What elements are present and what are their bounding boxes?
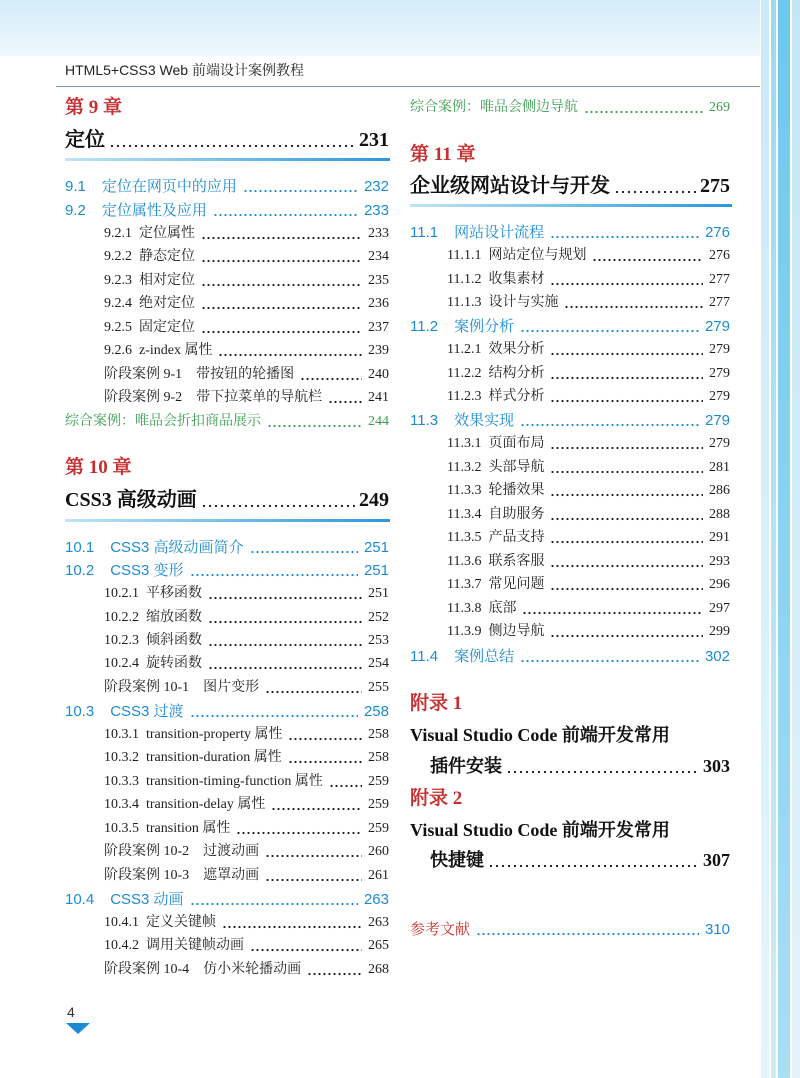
page-number: 258	[368, 727, 389, 742]
dot-leader	[190, 889, 358, 911]
page-number: 275	[700, 175, 730, 197]
references-title: 参考文献	[410, 921, 471, 938]
case-number: 阶段案例 10-3	[104, 868, 190, 883]
side-stripe-decoration	[792, 0, 800, 1078]
chapter-label-text: 第 10 章	[65, 457, 132, 478]
section-title: 定位属性及应用	[101, 202, 207, 219]
subsection-number: 11.2.3	[447, 389, 482, 404]
subsection-number: 10.4.1	[104, 915, 139, 930]
page-number: 239	[368, 343, 389, 358]
toc-section-entry	[65, 560, 389, 582]
toc-case-entry	[65, 677, 389, 699]
page-number: 279	[709, 436, 730, 451]
subsection-number: 11.3.1	[447, 436, 482, 451]
page-number: 297	[709, 601, 730, 616]
page-number: 244	[368, 414, 389, 429]
case-number: 阶段案例 10-1	[104, 680, 190, 695]
section-title: 案例分析	[454, 318, 515, 335]
page-number: 307	[703, 850, 730, 870]
subsection-title: 定位属性	[139, 226, 195, 241]
page-number: 299	[709, 624, 730, 639]
toc-references-entry	[410, 919, 730, 941]
page-number: 240	[368, 367, 389, 382]
case-number: 阶段案例 9-2	[104, 390, 183, 405]
page-number: 252	[368, 610, 389, 625]
toc-subsection-entry	[410, 292, 730, 314]
page-number: 310	[704, 921, 730, 938]
dot-leader	[550, 527, 703, 549]
page-number: 255	[368, 680, 389, 695]
subsection-title: 页面布局	[488, 436, 545, 451]
subsection-title: 固定定位	[139, 320, 195, 335]
toc-subsection-entry	[65, 293, 389, 315]
page-number: 303	[703, 756, 730, 776]
case-number: 阶段案例 10-4	[104, 962, 190, 977]
subsection-number: 10.3.1	[104, 727, 139, 742]
toc-subsection-entry	[410, 269, 730, 291]
toc-subsection-entry	[410, 457, 730, 479]
chapter-title-entry	[65, 486, 389, 514]
down-triangle-icon	[66, 1023, 90, 1034]
subsection-number: 9.2.5	[104, 320, 132, 335]
toc-case-entry	[65, 841, 389, 863]
subsection-number: 10.2.4	[104, 656, 139, 671]
page-number: 288	[709, 507, 730, 522]
section-title: 定位在网页中的应用	[101, 178, 237, 195]
toc-subsection-entry	[65, 583, 389, 605]
dot-leader	[190, 560, 358, 582]
subsection-number: 11.3.4	[447, 507, 482, 522]
footer-page-number: 4	[67, 1004, 75, 1020]
subsection-title: 收集素材	[488, 272, 545, 287]
page-number: 279	[709, 389, 730, 404]
dot-leader	[522, 598, 703, 620]
chapter-title: 定位	[65, 129, 105, 151]
dot-leader	[267, 411, 362, 433]
section-number: 9.1	[65, 178, 86, 195]
subsection-title: 自助服务	[488, 507, 545, 522]
section-title: 效果实现	[454, 412, 515, 429]
toc-subsection-entry	[410, 245, 730, 267]
page-number: 291	[709, 530, 730, 545]
chapter-label	[410, 142, 730, 168]
dot-leader	[550, 457, 703, 479]
chapter-label	[65, 95, 389, 121]
toc-subsection-entry	[410, 621, 730, 643]
chapter-label-text: 第 11 章	[410, 144, 476, 165]
appendix-title-line	[410, 721, 730, 749]
appendix-title: Visual Studio Code 前端开发常用	[410, 820, 670, 840]
chapter-title: CSS3 高级动画	[65, 489, 197, 511]
page-number: 258	[368, 750, 389, 765]
subsection-title: 底部	[488, 601, 517, 616]
side-stripe-decoration	[778, 0, 790, 1078]
dot-leader	[265, 677, 362, 699]
dot-leader	[550, 222, 699, 244]
chapter-title-entry	[410, 172, 730, 200]
subsection-title: 效果分析	[488, 342, 545, 357]
subsection-title: 侧边导航	[488, 624, 545, 639]
section-number: 11.1	[410, 224, 439, 241]
page-number: 241	[368, 390, 389, 405]
page-number: 251	[363, 539, 389, 556]
appendix-title-continued: 插件安装	[430, 756, 502, 776]
case-number: 阶段案例 10-2	[104, 844, 190, 859]
section-number: 9.2	[65, 202, 86, 219]
dot-leader	[550, 574, 703, 596]
section-number: 11.4	[410, 648, 439, 665]
subsection-number: 10.2.2	[104, 610, 139, 625]
page-number: 277	[709, 295, 730, 310]
toc-subsection-entry	[65, 607, 389, 629]
section-title: CSS3 变形	[110, 562, 184, 579]
page-number: 233	[363, 202, 389, 219]
section-title: CSS3 动画	[110, 891, 184, 908]
section-number: 11.3	[410, 412, 439, 429]
toc-section-entry	[65, 537, 389, 559]
toc-section-entry	[410, 316, 730, 338]
toc-section-entry	[65, 176, 389, 198]
subsection-number: 11.1.3	[447, 295, 482, 310]
dot-leader	[550, 433, 703, 455]
dot-leader	[550, 269, 703, 291]
toc-subsection-entry	[410, 527, 730, 549]
section-title: CSS3 过渡	[110, 703, 184, 720]
toc-subsection-entry	[65, 246, 389, 268]
page-number: 237	[368, 320, 389, 335]
appendix-title-continued: 快捷键	[430, 850, 484, 870]
dot-leader	[201, 223, 362, 245]
dot-leader	[218, 340, 362, 362]
dot-leader	[550, 621, 703, 643]
subsection-title: 设计与实施	[488, 295, 559, 310]
page-number: 235	[368, 273, 389, 288]
subsection-number: 11.1.2	[447, 272, 482, 287]
toc-section-entry	[65, 889, 389, 911]
page-number: 259	[368, 821, 389, 836]
page-number: 281	[709, 460, 730, 475]
toc-subsection-entry	[65, 747, 389, 769]
page-number: 296	[709, 577, 730, 592]
dot-leader	[476, 919, 699, 941]
toc-subsection-entry	[65, 912, 389, 934]
subsection-number: 10.3.3	[104, 774, 139, 789]
subsection-number: 11.2.2	[447, 366, 482, 381]
page-number: 249	[359, 489, 389, 511]
toc-subsection-entry	[65, 340, 389, 362]
chapter-label	[65, 455, 389, 481]
dot-leader	[584, 97, 703, 119]
toc-subsection-entry	[65, 935, 389, 957]
section-number: 10.4	[65, 891, 95, 908]
dot-leader	[550, 386, 703, 408]
page-number: 261	[368, 868, 389, 883]
subsection-title: 相对定位	[139, 273, 195, 288]
chapter-title-entry	[65, 126, 389, 154]
page-number: 279	[704, 412, 730, 429]
section-number: 10.1	[65, 539, 95, 556]
dot-leader	[329, 771, 362, 793]
dot-leader	[506, 752, 699, 780]
dot-leader	[265, 865, 362, 887]
case-number: 阶段案例 9-1	[104, 367, 183, 382]
dot-leader	[520, 410, 699, 432]
dot-leader	[550, 551, 703, 573]
dot-leader	[109, 126, 355, 154]
subsection-number: 11.3.7	[447, 577, 482, 592]
toc-subsection-entry	[65, 653, 389, 675]
toc-subsection-entry	[65, 818, 389, 840]
dot-leader	[250, 935, 362, 957]
page-number: 269	[709, 100, 730, 115]
toc-subsection-entry	[65, 270, 389, 292]
dot-leader	[550, 480, 703, 502]
page-number: 253	[368, 633, 389, 648]
toc-subsection-entry	[410, 574, 730, 596]
subsection-number: 11.3.8	[447, 601, 482, 616]
subsection-number: 11.3.3	[447, 483, 482, 498]
subsection-number: 10.4.2	[104, 938, 139, 953]
dot-leader	[208, 583, 362, 605]
toc-subsection-entry	[410, 386, 730, 408]
subsection-number: 10.2.3	[104, 633, 139, 648]
page-number: 254	[368, 656, 389, 671]
subsection-number: 10.3.5	[104, 821, 139, 836]
dot-leader	[201, 293, 362, 315]
toc-case-entry	[65, 387, 389, 409]
comprehensive-case-title: 综合案例：唯品会折扣商品展示	[65, 414, 261, 429]
appendix-title-line	[410, 816, 730, 844]
appendix-label	[410, 786, 730, 812]
dot-leader	[222, 912, 362, 934]
dot-leader	[488, 846, 699, 874]
page-number: 234	[368, 249, 389, 264]
toc-subsection-entry	[410, 433, 730, 455]
page-number: 302	[704, 648, 730, 665]
side-stripe-decoration	[771, 0, 776, 1078]
section-number: 10.3	[65, 703, 95, 720]
subsection-number: 11.3.9	[447, 624, 482, 639]
toc-subsection-entry	[65, 771, 389, 793]
toc-subsection-entry	[65, 794, 389, 816]
subsection-title: 网站定位与规划	[488, 248, 587, 263]
case-title: 带下拉菜单的导航栏	[196, 390, 323, 405]
dot-leader	[201, 317, 362, 339]
page-number: 236	[368, 296, 389, 311]
subsection-title: 轮播效果	[488, 483, 545, 498]
chapter-underline	[65, 158, 390, 161]
page-number: 268	[368, 962, 389, 977]
toc-subsection-entry	[65, 724, 389, 746]
page-number: 259	[368, 774, 389, 789]
toc-subsection-entry	[410, 339, 730, 361]
toc-section-entry	[410, 222, 730, 244]
appendix-title-entry	[410, 752, 730, 780]
toc-case-entry	[65, 364, 389, 386]
subsection-title: transition 属性	[146, 821, 231, 836]
toc-subsection-entry	[65, 223, 389, 245]
chapter-label-text: 第 9 章	[65, 97, 123, 118]
subsection-number: 9.2.3	[104, 273, 132, 288]
dot-leader	[190, 701, 358, 723]
subsection-number: 9.2.1	[104, 226, 132, 241]
dot-leader	[288, 747, 362, 769]
dot-leader	[520, 316, 699, 338]
subsection-number: 11.2.1	[447, 342, 482, 357]
toc-subsection-entry	[65, 317, 389, 339]
section-number: 10.2	[65, 562, 95, 579]
book-title: HTML5+CSS3 Web 前端设计案例教程	[65, 62, 304, 78]
appendix-title-entry	[410, 846, 730, 874]
subsection-title: transition-property 属性	[146, 727, 283, 742]
dot-leader	[208, 607, 362, 629]
subsection-title: z-index 属性	[139, 343, 213, 358]
subsection-number: 11.3.2	[447, 460, 482, 475]
subsection-number: 11.1.1	[447, 248, 482, 263]
case-title: 图片变形	[203, 680, 260, 695]
subsection-title: 定义关键帧	[146, 915, 216, 930]
page-number: 260	[368, 844, 389, 859]
page-number: 263	[363, 891, 389, 908]
toc-subsection-entry	[410, 551, 730, 573]
page-number: 277	[709, 272, 730, 287]
dot-leader	[201, 246, 362, 268]
subsection-title: 头部导航	[488, 460, 545, 475]
dot-leader	[520, 646, 699, 668]
dot-leader	[300, 364, 362, 386]
page-number: 279	[704, 318, 730, 335]
toc-subsection-entry	[410, 598, 730, 620]
dot-leader	[271, 794, 362, 816]
dot-leader	[208, 653, 362, 675]
subsection-title: transition-duration 属性	[146, 750, 282, 765]
dot-leader	[208, 630, 362, 652]
subsection-title: 静态定位	[139, 249, 195, 264]
subsection-number: 11.3.6	[447, 554, 482, 569]
subsection-title: 常见问题	[488, 577, 545, 592]
toc-section-entry	[410, 410, 730, 432]
section-title: 案例总结	[454, 648, 515, 665]
toc-case-entry	[65, 959, 389, 981]
subsection-number: 10.3.4	[104, 797, 139, 812]
toc-subsection-entry	[410, 504, 730, 526]
page-number: 233	[368, 226, 389, 241]
page-number: 276	[704, 224, 730, 241]
dot-leader	[550, 339, 703, 361]
subsection-number: 11.3.5	[447, 530, 482, 545]
subsection-title: 产品支持	[488, 530, 545, 545]
section-title: CSS3 高级动画简介	[110, 539, 244, 556]
subsection-title: 旋转函数	[146, 656, 202, 671]
subsection-title: transition-timing-function 属性	[146, 774, 323, 789]
dot-leader	[201, 270, 362, 292]
dot-leader	[236, 818, 362, 840]
toc-section-entry	[410, 646, 730, 668]
subsection-title: transition-delay 属性	[146, 797, 266, 812]
toc-subsection-entry	[410, 363, 730, 385]
dot-leader	[201, 486, 355, 514]
toc-comprehensive-case-entry	[410, 97, 730, 119]
appendix-title: Visual Studio Code 前端开发常用	[410, 725, 670, 745]
page-number: 251	[363, 562, 389, 579]
subsection-title: 结构分析	[488, 366, 545, 381]
page-number: 265	[368, 938, 389, 953]
dot-leader	[265, 841, 362, 863]
dot-leader	[550, 504, 703, 526]
subsection-number: 9.2.6	[104, 343, 132, 358]
subsection-number: 10.3.2	[104, 750, 139, 765]
dot-leader	[592, 245, 703, 267]
dot-leader	[243, 176, 358, 198]
toc-section-entry	[65, 701, 389, 723]
dot-leader	[564, 292, 703, 314]
chapter-title: 企业级网站设计与开发	[410, 175, 610, 197]
page-number: 232	[363, 178, 389, 195]
section-number: 11.2	[410, 318, 439, 335]
toc-case-entry	[65, 865, 389, 887]
case-title: 仿小米轮播动画	[203, 962, 302, 977]
section-title: 网站设计流程	[454, 224, 545, 241]
appendix-label-text: 附录 1	[410, 693, 463, 714]
appendix-label	[410, 691, 730, 717]
page-number: 279	[709, 366, 730, 381]
subsection-title: 调用关键帧动画	[146, 938, 244, 953]
page-number: 263	[368, 915, 389, 930]
page-number: 276	[709, 248, 730, 263]
subsection-title: 绝对定位	[139, 296, 195, 311]
subsection-title: 缩放函数	[146, 610, 202, 625]
case-title: 带按钮的轮播图	[196, 367, 295, 382]
page-number: 293	[709, 554, 730, 569]
appendix-label-text: 附录 2	[410, 788, 463, 809]
side-stripe-decoration	[761, 0, 769, 1078]
dot-leader	[307, 959, 362, 981]
subsection-number: 9.2.4	[104, 296, 132, 311]
dot-leader	[328, 387, 362, 409]
chapter-underline	[410, 204, 732, 207]
header-band	[0, 0, 760, 56]
toc-subsection-entry	[410, 480, 730, 502]
page-number: 251	[368, 586, 389, 601]
page-number: 259	[368, 797, 389, 812]
subsection-title: 样式分析	[488, 389, 545, 404]
header-divider	[56, 86, 760, 87]
subsection-number: 10.2.1	[104, 586, 139, 601]
dot-leader	[288, 724, 362, 746]
chapter-underline	[65, 519, 390, 522]
dot-leader	[550, 363, 703, 385]
case-title: 遮罩动画	[203, 868, 260, 883]
page-number: 231	[359, 129, 389, 151]
dot-leader	[213, 200, 358, 222]
subsection-title: 联系客服	[488, 554, 545, 569]
subsection-number: 9.2.2	[104, 249, 132, 264]
subsection-title: 平移函数	[146, 586, 202, 601]
page-number: 279	[709, 342, 730, 357]
page-number: 258	[363, 703, 389, 720]
toc-section-entry	[65, 200, 389, 222]
dot-leader	[614, 172, 696, 200]
toc-comprehensive-case-entry	[65, 411, 389, 433]
subsection-title: 倾斜函数	[146, 633, 202, 648]
case-title: 过渡动画	[203, 844, 260, 859]
page-number: 286	[709, 483, 730, 498]
comprehensive-case-title: 综合案例：唯品会侧边导航	[410, 100, 578, 115]
dot-leader	[250, 537, 358, 559]
toc-subsection-entry	[65, 630, 389, 652]
